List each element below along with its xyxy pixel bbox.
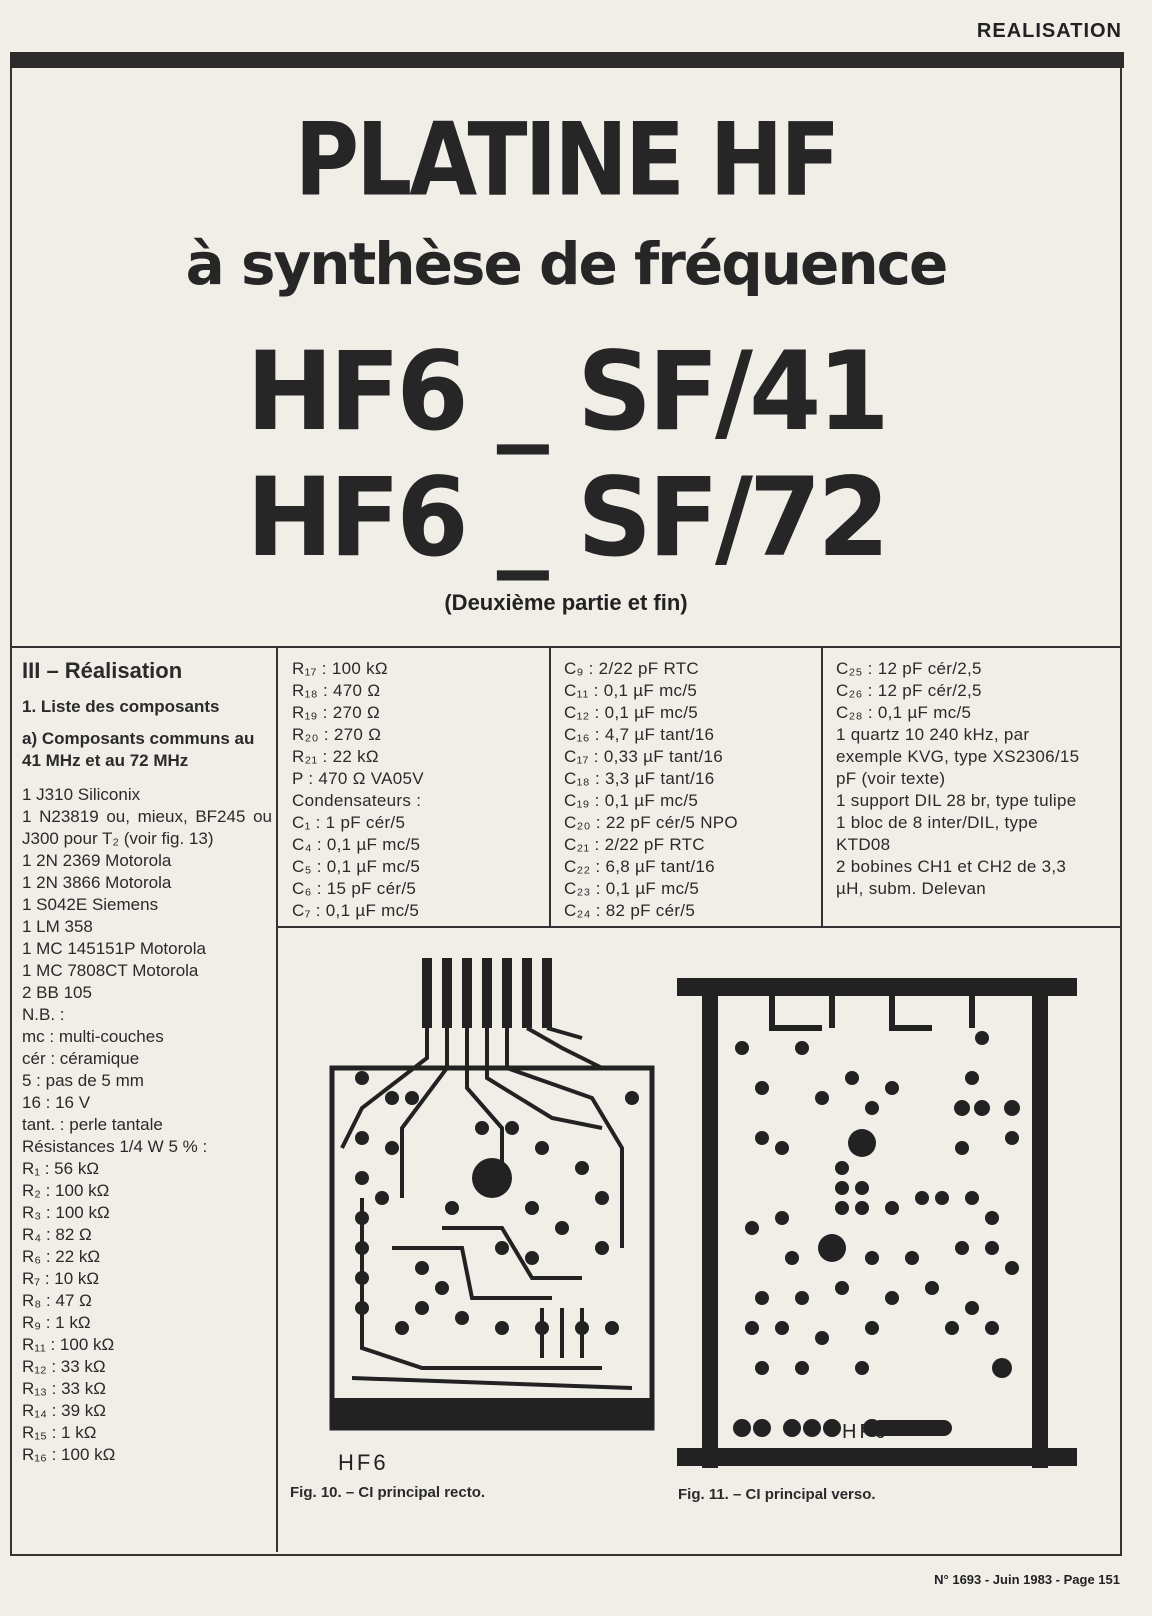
section-label: REALISATION: [976, 20, 1122, 42]
list-item: 1 J310 Siliconix: [22, 785, 141, 804]
list-item: C₂₄ : 82 pF cér/5: [564, 901, 696, 920]
title-block: [12, 68, 1120, 648]
list-item: N.B. :: [22, 1005, 65, 1024]
list-item: C₁₁ : 0,1 µF mc/5: [564, 681, 698, 700]
list-item: R₁₁ : 100 kΩ: [22, 1335, 115, 1354]
list-item: R₂ : 100 kΩ: [22, 1181, 110, 1200]
parts-column-1: [22, 648, 272, 1466]
list-item: C₂₁ : 2/22 pF RTC: [564, 835, 705, 854]
list-item: 1 quartz 10 240 kHz, par exemple KVG, type XS2306/15 pF (voir texte): [836, 725, 1080, 788]
list-item: 1 S042E Siemens: [22, 895, 159, 914]
pcb-verso-label: HF6 ·: [842, 1421, 907, 1443]
pcb-recto-label: HF6: [338, 1450, 389, 1475]
list-item: R₉ : 1 kΩ: [22, 1313, 91, 1332]
list-item: C₂₀ : 22 pF cér/5 NPO: [564, 813, 738, 832]
list-item: R₁₂ : 33 kΩ: [22, 1357, 106, 1376]
list-item: 1 LM 358: [22, 917, 93, 936]
pcb-recto-figure: [302, 948, 682, 1488]
fig11-caption: Fig. 11. – CI principal verso.: [678, 1486, 876, 1503]
list-item: R₂₀ : 270 Ω: [292, 725, 382, 744]
header-bar: [10, 52, 1124, 68]
list-item: 1 MC 145151P Motorola: [22, 939, 206, 958]
list-item: mc : multi-couches: [22, 1027, 164, 1046]
title-main: PLATINE HF: [294, 100, 838, 219]
list-item: R₁₄ : 39 kΩ: [22, 1401, 106, 1420]
list-item: 1 bloc de 8 inter/DIL, type KTD08: [836, 813, 1038, 854]
list-heading: 1. Liste des composants: [22, 697, 220, 716]
list-item: Condensateurs :: [292, 791, 422, 810]
list-item: C₉ : 2/22 pF RTC: [564, 659, 699, 678]
parts-column-4: [836, 658, 1096, 900]
list-item: R₁₇ : 100 kΩ: [292, 659, 388, 678]
list-subheading: a) Composants communs au 41 MHz et au 72 MHz: [22, 729, 255, 770]
list-item: C₂₈ : 0,1 µF mc/5: [836, 703, 972, 722]
list-item: C₂₅ : 12 pF cér/2,5: [836, 659, 982, 678]
list-item: R₁₈ : 470 Ω: [292, 681, 381, 700]
list-item: cér : céramique: [22, 1049, 140, 1068]
title-model-72: HF6 _ SF/72: [246, 452, 886, 582]
title-model-41: HF6 _ SF/41: [246, 326, 886, 456]
list-item: C₁₇ : 0,33 µF tant/16: [564, 747, 724, 766]
divider: [276, 646, 278, 1552]
list-item: 1 2N 2369 Motorola: [22, 851, 172, 870]
list-item: C₁₈ : 3,3 µF tant/16: [564, 769, 715, 788]
parts-column-3: [564, 658, 824, 922]
list-item: R₁₉ : 270 Ω: [292, 703, 381, 722]
parts-column-2: [292, 658, 552, 922]
list-item: R₆ : 22 kΩ: [22, 1247, 101, 1266]
list-item: R₁₅ : 1 kΩ: [22, 1423, 97, 1442]
list-item: C₁₉ : 0,1 µF mc/5: [564, 791, 699, 810]
list-item: C₄ : 0,1 µF mc/5: [292, 835, 421, 854]
list-item: C₂₆ : 12 pF cér/2,5: [836, 681, 982, 700]
list-item: 16 : 16 V: [22, 1093, 91, 1112]
list-item: R₁₃ : 33 kΩ: [22, 1379, 106, 1398]
divider: [276, 926, 1120, 928]
list-item: 2 BB 105: [22, 983, 92, 1002]
list-item: C₆ : 15 pF cér/5: [292, 879, 417, 898]
list-item: C₂₂ : 6,8 µF tant/16: [564, 857, 715, 876]
pcb-verso-figure: [672, 968, 1082, 1478]
list-item: R₃ : 100 kΩ: [22, 1203, 110, 1222]
list-item: R₈ : 47 Ω: [22, 1291, 92, 1310]
list-item: 1 2N 3866 Motorola: [22, 873, 172, 892]
page-footer: N° 1693 - Juin 1983 - Page 151: [934, 1572, 1120, 1587]
list-item: 1 N23819 ou, mieux, BF245 ou J300 pour T₂ (voir fig. 13): [22, 807, 272, 848]
fig10-caption: Fig. 10. – CI principal recto.: [290, 1484, 486, 1501]
list-item: C₁₆ : 4,7 µF tant/16: [564, 725, 715, 744]
list-item: 2 bobines CH1 et CH2 de 3,3 µH, subm. Delevan: [836, 857, 1067, 898]
list-item: C₇ : 0,1 µF mc/5: [292, 901, 420, 920]
list-item: C₁₂ : 0,1 µF mc/5: [564, 703, 698, 722]
list-item: P : 470 Ω VA05V: [292, 769, 424, 788]
list-item: 5 : pas de 5 mm: [22, 1071, 144, 1090]
title-part: (Deuxième partie et fin): [444, 590, 688, 615]
list-item: R₁₆ : 100 kΩ: [22, 1445, 116, 1464]
section-heading: III – Réalisation: [22, 658, 183, 683]
list-item: R₂₁ : 22 kΩ: [292, 747, 379, 766]
list-item: R₇ : 10 kΩ: [22, 1269, 100, 1288]
list-item: C₁ : 1 pF cér/5: [292, 813, 406, 832]
list-item: Résistances 1/4 W 5 % :: [22, 1137, 208, 1156]
list-item: R₄ : 82 Ω: [22, 1225, 92, 1244]
article-frame: [10, 68, 1122, 1556]
list-item: 1 MC 7808CT Motorola: [22, 961, 199, 980]
title-subline: à synthèse de fréquence: [185, 230, 947, 298]
list-item: C₂₃ : 0,1 µF mc/5: [564, 879, 700, 898]
list-item: 1 support DIL 28 br, type tulipe: [836, 791, 1077, 810]
list-item: R₁ : 56 kΩ: [22, 1159, 100, 1178]
list-item: tant. : perle tantale: [22, 1115, 163, 1134]
list-item: C₅ : 0,1 µF mc/5: [292, 857, 421, 876]
